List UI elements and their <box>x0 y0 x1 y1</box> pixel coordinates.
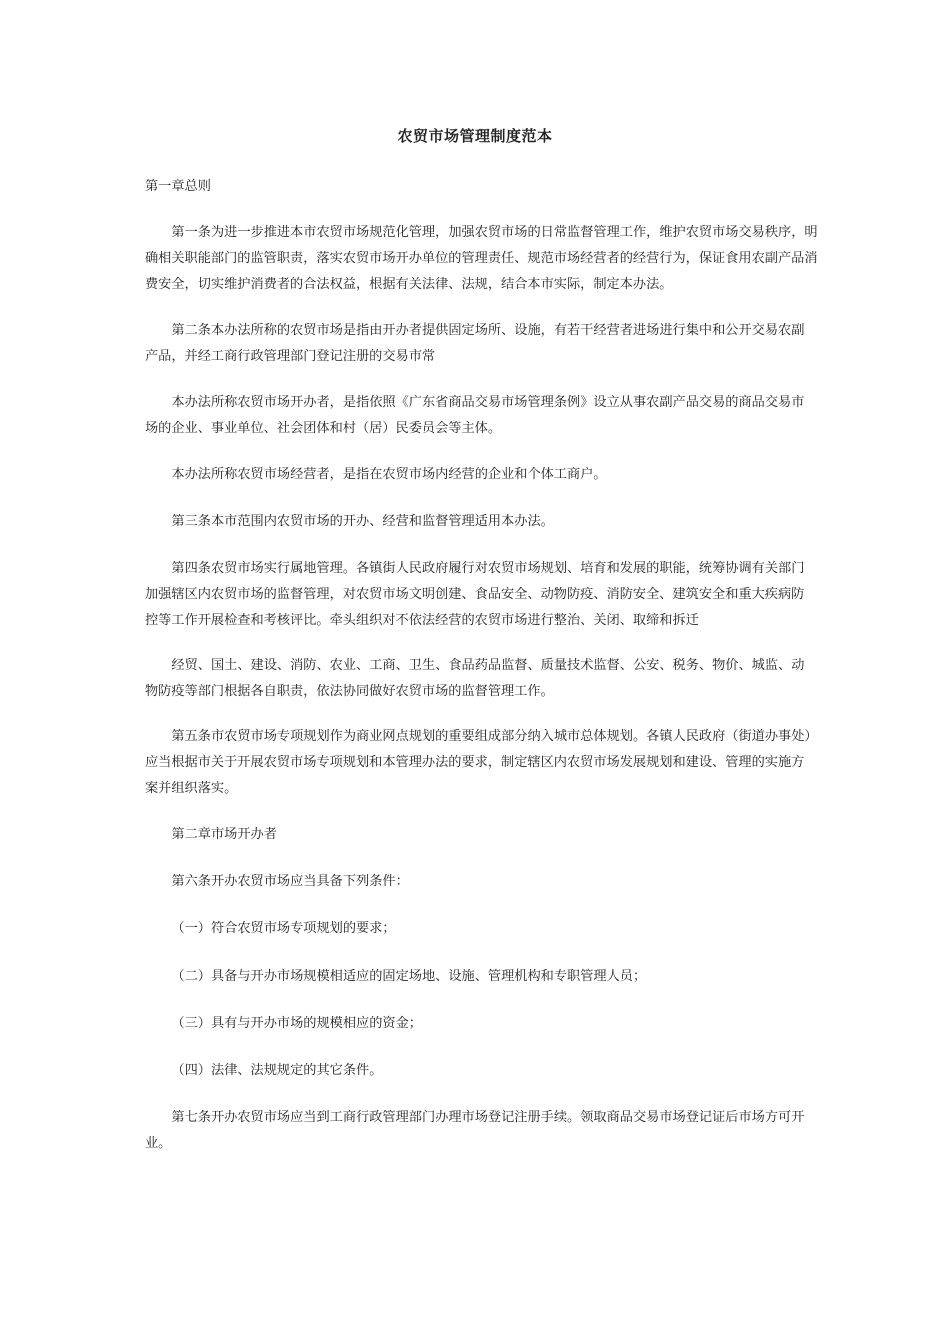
article-3: 第三条本市范围内农贸市场的开办、经营和监督管理适用本办法。 <box>171 514 554 529</box>
article-6-item-4: （四）法律、法规规定的其它条件。 <box>171 1063 383 1078</box>
article-2-paragraph-3: 本办法所称农贸市场经营者，是指在农贸市场内经营的企业和个体工商户。 <box>171 467 607 482</box>
article-5: 第五条市农贸市场专项规划作为商业网点规划的重要组成部分纳入城市总体规划。各镇人民政府（街道办事处）应当根据市关于开展农贸市场专项规划和本管理办法的要求，制定辖区内农贸市场发展规划和建设、管理的实施方案并组织落实。 <box>145 729 811 796</box>
article-6-item-2: （二）具备与开办市场规模相适应的固定场地、设施、管理机构和专职管理人员； <box>171 969 647 984</box>
article-6-item-1: （一）符合农贸市场专项规划的要求； <box>171 921 396 936</box>
article-2: 第二条本办法所称的农贸市场是指由开办者提供固定场所、设施，有若干经营者进场进行集中和公开交易农副产品，并经工商行政管理部门登记注册的交易市常 <box>145 323 805 364</box>
article-4: 第四条农贸市场实行属地管理。各镇街人民政府履行对农贸市场规划、培育和发展的职能，统筹协调有关部门加强辖区内农贸市场的监督管理，对农贸市场文明创建、食品安全、动物防疫、消防安全、建筑安全和重大疾病防控等工作开展检查和考核评比。牵头组织对不依法经营的农贸市场进行整治、关闭、取缔和拆迁 <box>145 561 805 628</box>
article-2-paragraph-2: 本办法所称农贸市场开办者，是指依照《广东省商品交易市场管理条例》设立从事农副产品交易的商品交易市场的企业、事业单位、社会团体和村（居）民委员会等主体。 <box>145 395 805 436</box>
chapter-heading-2: 第二章市场开办者 <box>171 827 277 842</box>
document-title: 农贸市场管理制度范本 <box>397 127 553 145</box>
article-7: 第七条开办农贸市场应当到工商行政管理部门办理市场登记注册手续。领取商品交易市场登记证后市场方可开业。 <box>145 1110 805 1151</box>
article-1: 第一条为进一步推进本市农贸市场规范化管理，加强农贸市场的日常监督管理工作，维护农贸市场交易秩序，明确相关职能部门的监管职责，落实农贸市场开办单位的管理责任、规范市场经营者的经营行为，保证食用农副产品消费安全，切实维护消费者的合法权益，根据有关法律、法规，结合本市实际，制定本办法。 <box>145 225 818 292</box>
article-4-paragraph-2: 经贸、国土、建设、消防、农业、工商、卫生、食品药品监督、质量技术监督、公安、税务、物价、城监、动物防疫等部门根据各自职责，依法协同做好农贸市场的监督管理工作。 <box>145 658 805 699</box>
article-6-item-3: （三）具有与开办市场的规模相应的资金； <box>171 1016 422 1031</box>
article-6: 第六条开办农贸市场应当具备下列条件： <box>171 874 409 889</box>
chapter-heading-1: 第一章总则 <box>145 179 211 194</box>
